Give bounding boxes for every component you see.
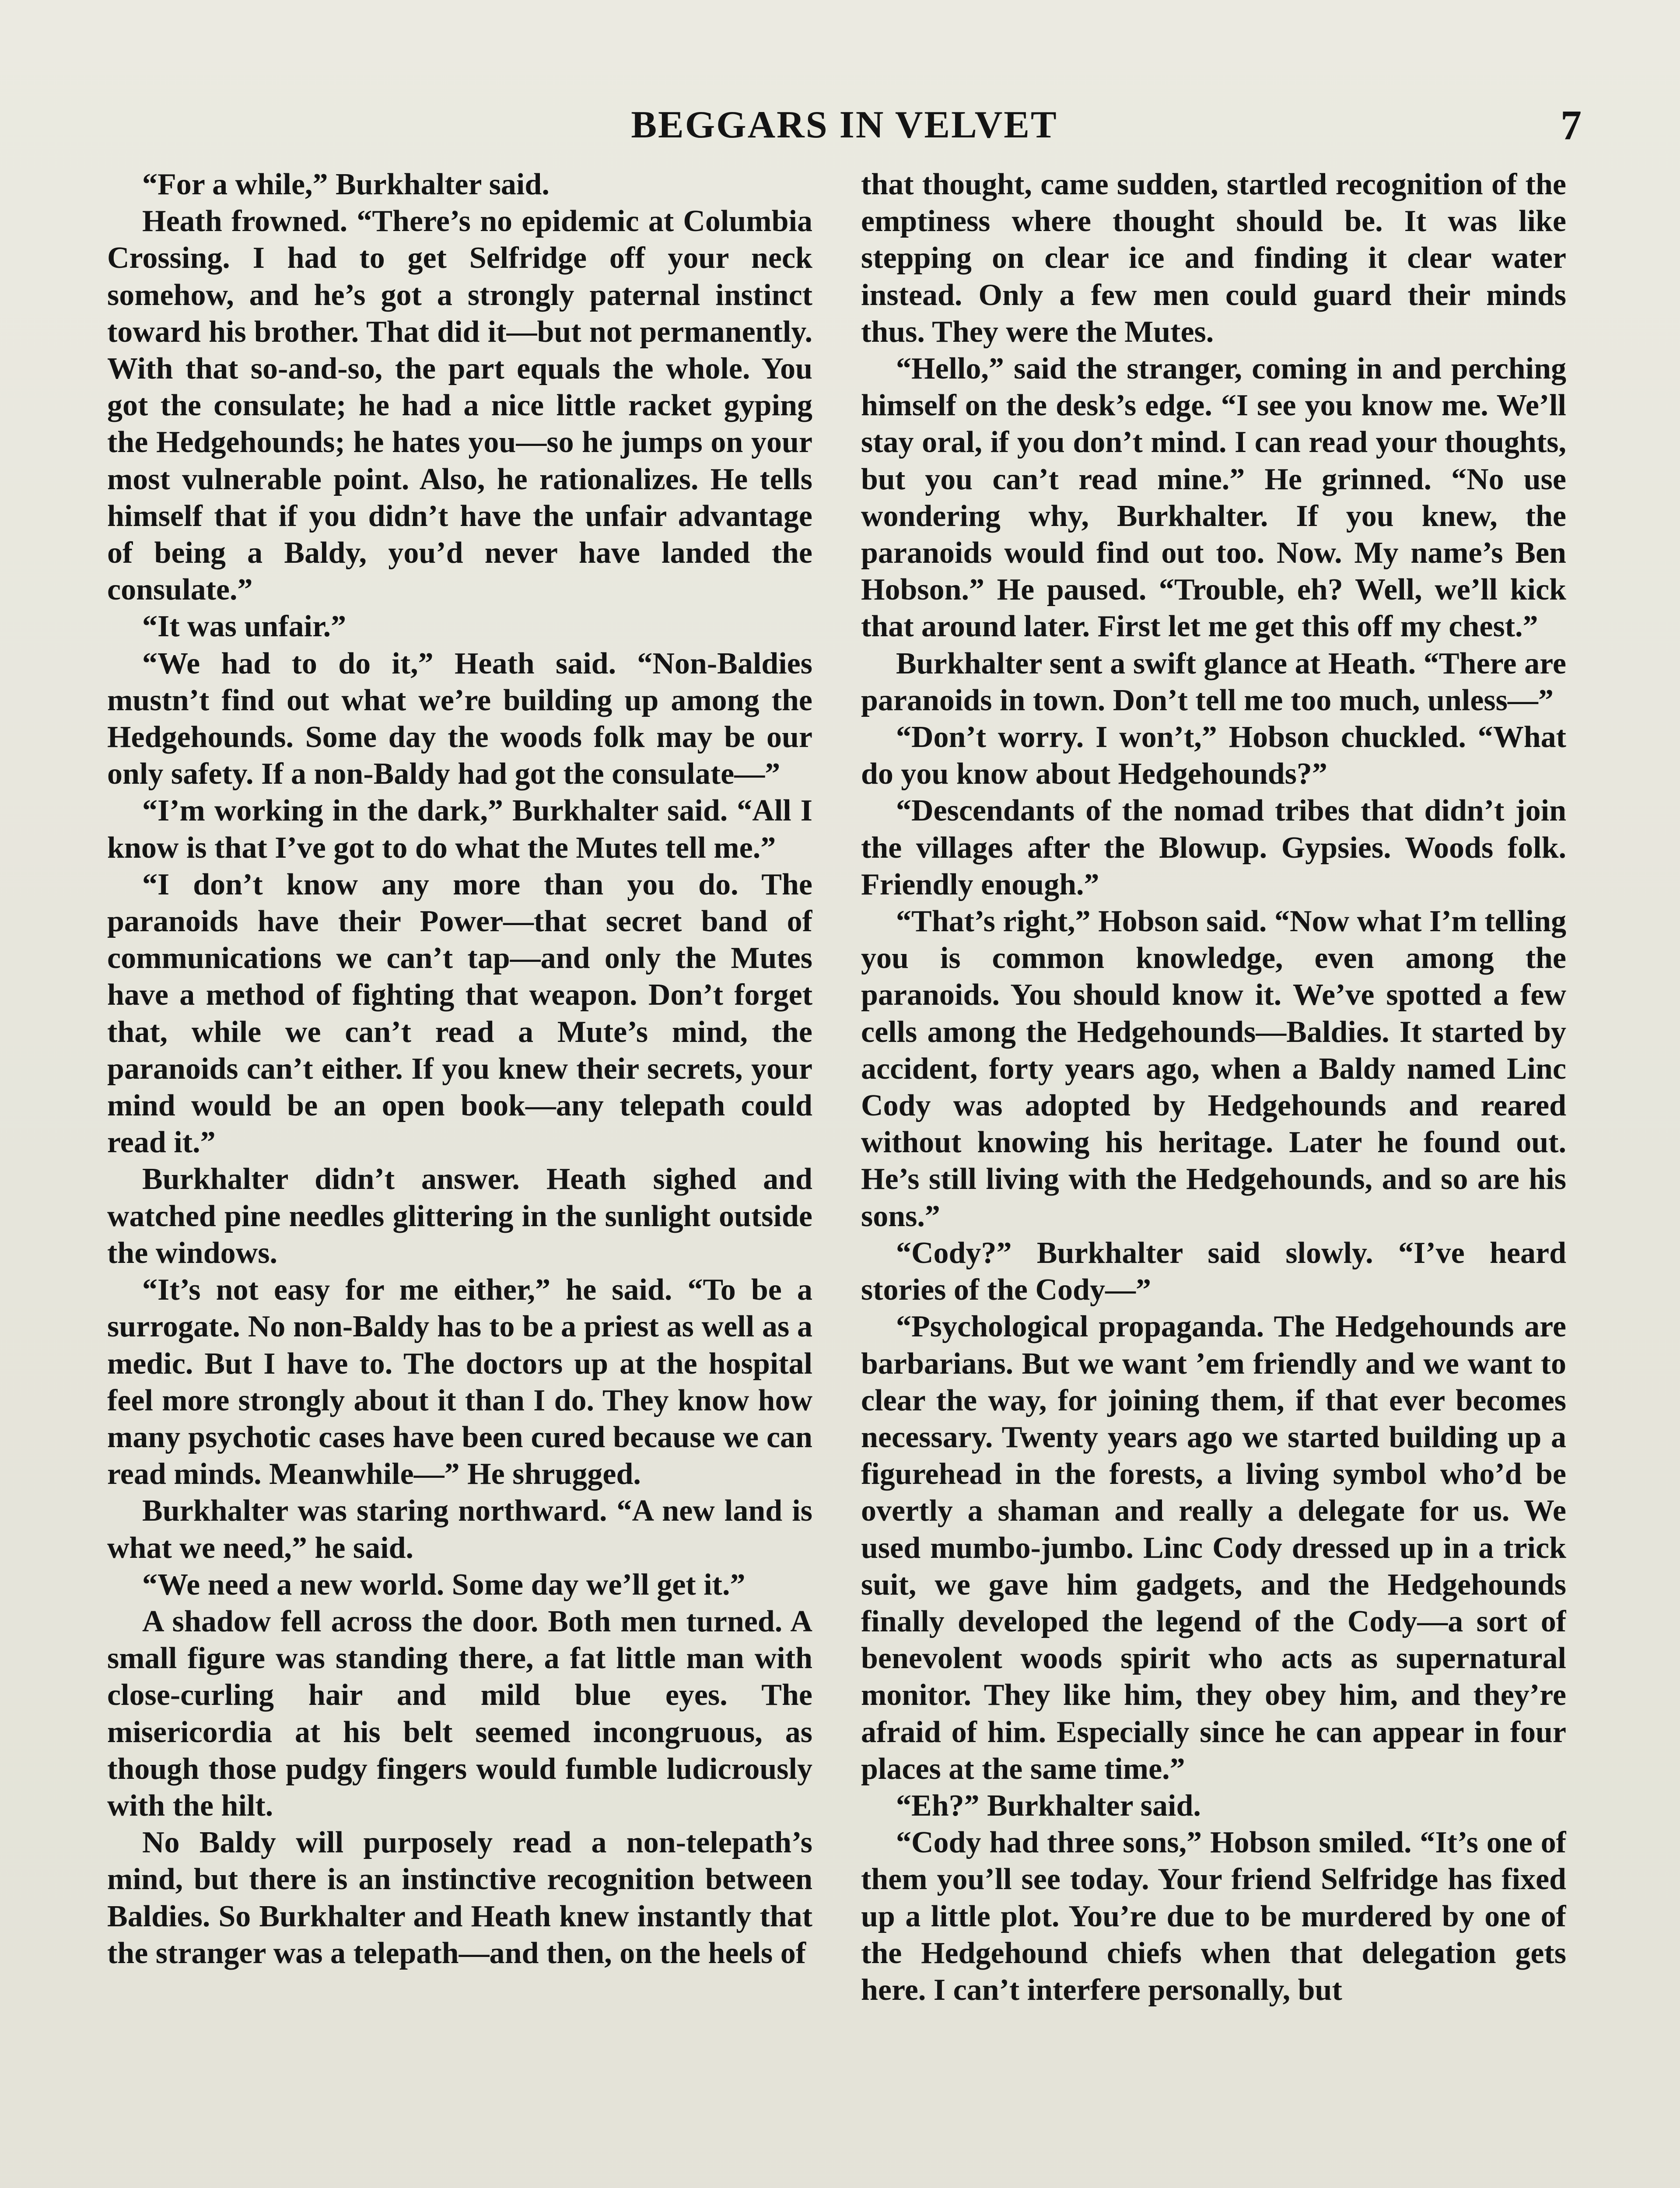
paragraph: “Don’t worry. I won’t,” Hobson chuckled. “What do you know about Hedgehounds?”	[861, 720, 1566, 791]
paragraph: “Hello,” said the stranger, coming in and perching himself on the desk’s edge. “I see you know me. We’ll stay oral, if you don’t mind. I can read your thoughts, but you can’t read mine.” He grinned. “No use wondering why, Burkhalter. If you knew, the paranoids would find out too. Now. My name’s Ben Hobson.” He paused. “Trouble, eh? Well, we’ll kick that around later. First let me get this off my chest.”	[861, 352, 1566, 644]
paragraph: “Descendants of the nomad tribes that didn’t join the villages after the Blowup. Gypsies. Woods folk. Friendly enough.”	[861, 794, 1566, 901]
running-head	[107, 99, 1582, 151]
paragraph: “We had to do it,” Heath said. “Non-Baldies mustn’t find out what we’re building up among the Hedgehounds. Some day the woods folk may be our only safety. If a non-Baldy had got the consulate—”	[107, 646, 812, 791]
paragraph: Burkhalter sent a swift glance at Heath. “There are paranoids in town. Don’t tell me too much, unless—”	[861, 646, 1566, 717]
paragraph: “Psychological propaganda. The Hedgehounds are barbarians. But we want ’em friendly and we want to clear the way, for joining them, if that ever becomes necessary. Twenty years ago we started building up a figurehead in the forests, a living symbol who’d be overtly a shaman and really a delegate for us. We used mumbo-jumbo. Linc Cody dressed up in a trick suit, we gave him gadgets, and the Hedgehounds finally developed the legend of the Cody—a sort of benevolent woods spirit who acts as supernatural monitor. They like him, they obey him, and they’re afraid of him. Especially since he can appear in four places at the same time.”	[861, 1310, 1566, 1786]
paragraph: No Baldy will purposely read a non-telepath’s mind, but there is an instinctive recognition between Baldies. So Burkhalter and Heath knew instantly that the stranger was a telepath—and then, on the heels of	[107, 1826, 812, 1970]
page-title: BEGGARS IN VELVET	[631, 104, 1058, 146]
paragraph: Burkhalter didn’t answer. Heath sighed and watched pine needles glittering in the sunlight outside the windows.	[107, 1162, 812, 1270]
paragraph: “Cody had three sons,” Hobson smiled. “It’s one of them you’ll see today. Your friend Selfridge has fixed up a little plot. You’re due to be murdered by one of the Hedgehound chiefs when that delegation gets here. I can’t interfere personally, but	[861, 1826, 1566, 2007]
paragraph: “For a while,” Burkhalter said.	[142, 168, 550, 201]
paragraph: “That’s right,” Hobson said. “Now what I’m telling you is common knowledge, even among the paranoids. You should know it. We’ve spotted a few cells among the Hedgehounds—Baldies. It started by accident, forty years ago, when a Baldy named Linc Cody was adopted by Hedgehounds and reared without knowing his heritage. Later he found out. He’s still living with the Hedgehounds, and so are his sons.”	[861, 905, 1566, 1233]
page-number: 7	[1561, 102, 1582, 148]
paragraph: “It was unfair.”	[142, 610, 346, 644]
left-text-column	[107, 166, 812, 2188]
paragraph: “Eh?” Burkhalter said.	[896, 1788, 1201, 1823]
paragraph: “We need a new world. Some day we’ll get it.”	[142, 1567, 746, 1602]
paragraph: Heath frowned. “There’s no epidemic at Columbia Crossing. I had to get Selfridge off your neck somehow, and he’s got a strongly paternal instinct toward his brother. That did it—but not permanently. With that so-and-so, the part equals the whole. You got the consulate; he had a nice little racket gyping the Hedgehounds; he hates you—so he jumps on your most vulnerable point. Also, he rationalizes. He tells himself that if you didn’t have the unfair advantage of being a Baldy, you’d never have landed the consulate.”	[107, 204, 812, 607]
paragraph: A shadow fell across the door. Both men turned. A small figure was standing there, a fat little man with close-curling hair and mild blue eyes. The misericordia at his belt seemed incongruous, as though those pudgy fingers would fumble ludicrously with the hilt.	[107, 1604, 812, 1823]
paragraph: “Cody?” Burkhalter said slowly. “I’ve heard stories of the Cody—”	[861, 1236, 1566, 1307]
paragraph: “It’s not easy for me either,” he said. “To be a surrogate. No non-Baldy has to be a priest as well as a medic. But I have to. The doctors up at the hospital feel more strongly about it than I do. They know how many psychotic cases have been cured because we can read minds. Meanwhile—” He shrugged.	[107, 1273, 812, 1491]
paragraph: “I don’t know any more than you do. The paranoids have their Power—that secret band of communications we can’t tap—and only the Mutes have a method of fighting that weapon. Don’t forget that, while we can’t read a Mute’s mind, the paranoids can’t either. If you knew their secrets, your mind would be an open book—any telepath could read it.”	[107, 867, 812, 1160]
right-text-column	[861, 166, 1566, 2188]
paragraph: “I’m working in the dark,” Burkhalter said. “All I know is that I’ve got to do what the Mutes tell me.”	[107, 794, 812, 865]
paragraph-continuation: that thought, came sudden, startled recognition of the emptiness where thought should be. It was like stepping on clear ice and finding it clear water instead. Only a few men could guard their minds thus. They were the Mutes.	[861, 168, 1566, 349]
paragraph: Burkhalter was staring northward. “A new land is what we need,” he said.	[107, 1494, 812, 1565]
